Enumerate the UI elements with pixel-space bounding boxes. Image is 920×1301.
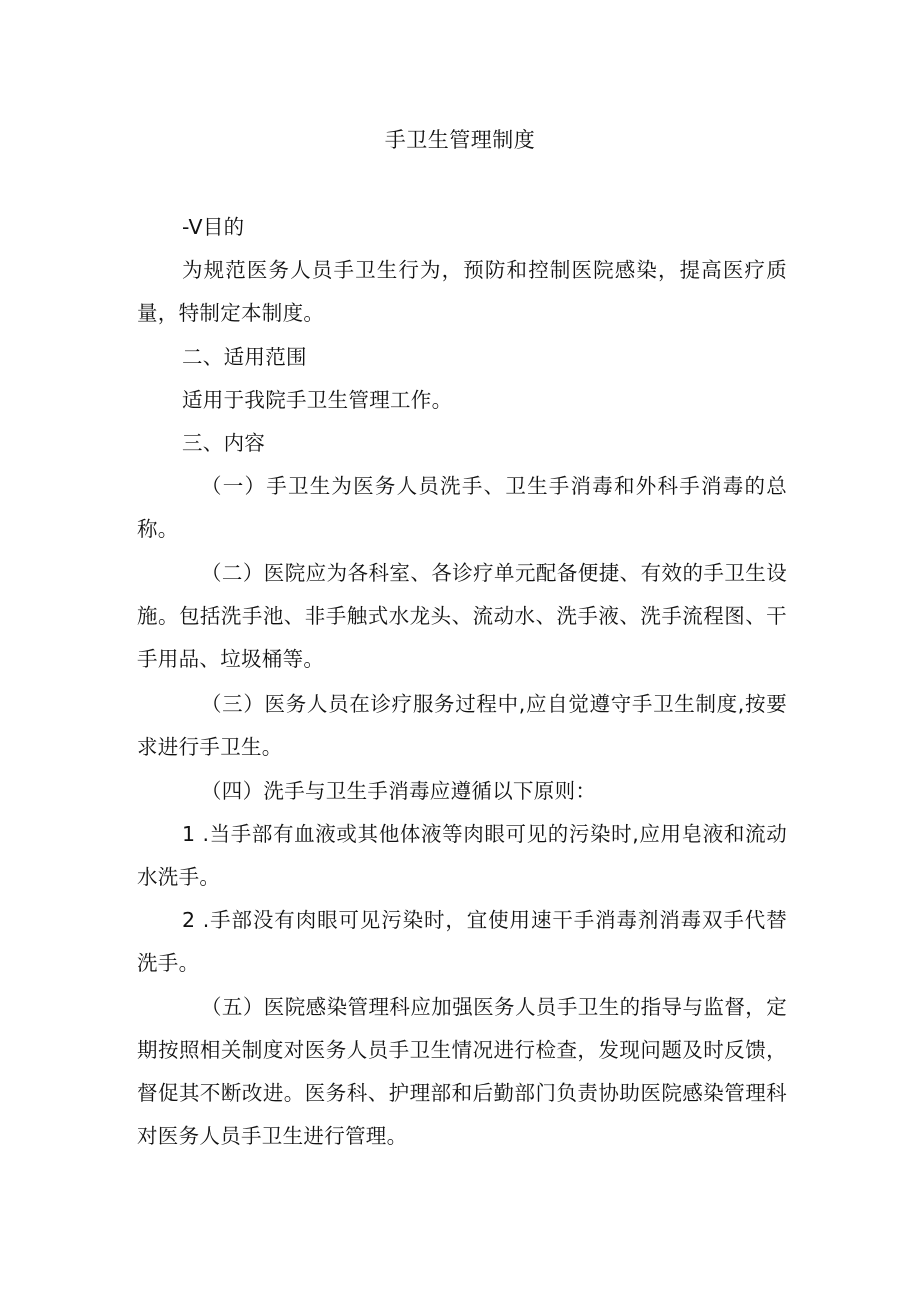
section-heading-scope: 二、适用范围 — [182, 345, 307, 369]
paragraph-item-1: （一）手卫生为医务人员洗手、卫生手消毒和外科手消毒的总称。 — [137, 474, 787, 541]
document-title: 手卫生管理制度 — [384, 128, 536, 152]
paragraph-principle-2: 2 .手部没有肉眼可见污染时，宜使用速干手消毒剂消毒双手代替洗手。 — [137, 908, 787, 975]
section-heading-content: 三、内容 — [182, 431, 266, 455]
paragraph-item-2: （二）医院应为各科室、各诊疗单元配备便捷、有效的手卫生设施。包括洗手池、非手触式水龙头、流动水、洗手液、洗手流程图、干手用品、垃圾桶等。 — [137, 561, 787, 671]
section-heading-purpose: -V目的 — [182, 215, 245, 239]
paragraph-scope: 适用于我院手卫生管理工作。 — [182, 388, 453, 412]
paragraph-item-4: （四）洗手与卫生手消毒应遵循以下原则： — [201, 779, 597, 803]
paragraph-purpose: 为规范医务人员手卫生行为，预防和控制医院感染，提高医疗质量，特制定本制度。 — [137, 258, 787, 325]
paragraph-item-5: （五）医院感染管理科应加强医务人员手卫生的指导与监督，定期按照相关制度对医务人员手卫生情况进行检查，发现问题及时反馈，督促其不断改进。医务科、护理部和后勤部门负责协助医院感染管理科对医务人员手卫生进行管理。 — [137, 995, 787, 1148]
paragraph-item-3: （三）医务人员在诊疗服务过程中,应自觉遵守手卫生制度,按要求进行手卫生。 — [137, 692, 787, 759]
paragraph-principle-1: 1 .当手部有血液或其他体液等肉眼可见的污染时,应用皂液和流动水洗手。 — [137, 822, 787, 889]
